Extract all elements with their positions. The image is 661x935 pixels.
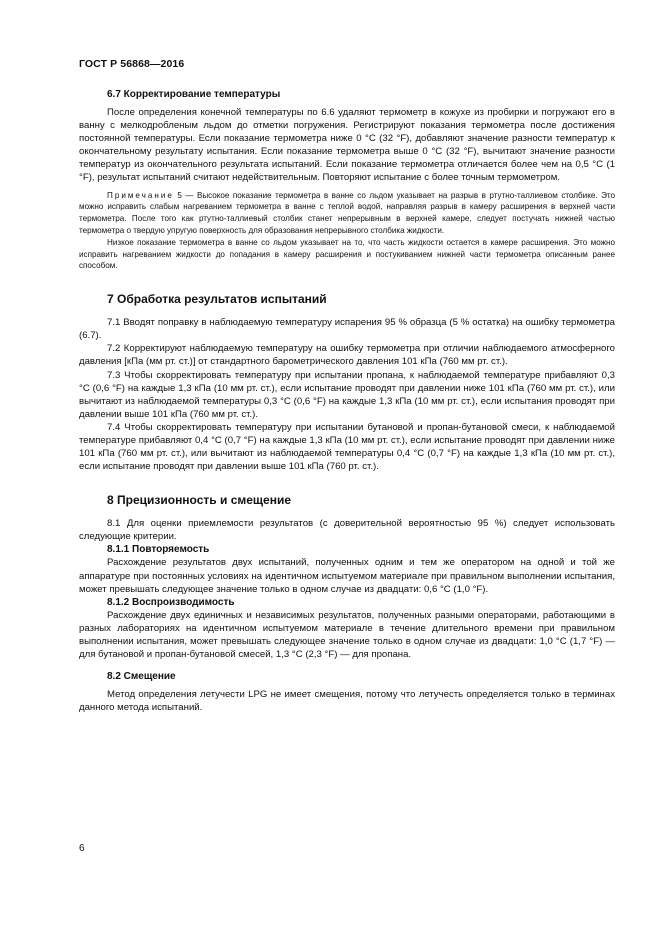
heading-8-1-1: 8.1.1 Повторяемость	[107, 544, 210, 556]
document-header: ГОСТ Р 56868—2016	[79, 58, 185, 70]
note-label: Примечание	[107, 190, 174, 200]
note-text: 5 — Высокое показание термометра в ванне со льдом указывает на разрыв в ртутно-таллиевом столбике. Это можно исправить слабым нагреванием термометра в ванне с теплой водой, направляя разрыв в камеру расширения в верхней части термометра. После того как ртутно-таллиевый столбик станет непрерывным в верхней камере, следует постучать нижней частью термометра о твердую упругую поверхность для образования непрерывного столбика жидкости.	[79, 190, 615, 235]
page-number: 6	[79, 843, 85, 854]
paragraph-8-1-2: Расхождение двух единичных и независимых результатов, полученных разными операторами, работающими в разных лабораториях на идентичном испытуемом материале в течение длительного времени при правильном выполнении испытания, может превышать следующее значение только в одном случае из двадцати: 1,0 °C (1,7 °F) — для бутановой и пропан-бутановой смесей, 1,3 °C (2,3 °F) — для пропана.	[79, 609, 615, 661]
paragraph-7-3: 7.3 Чтобы скорректировать температуру при испытании пропана, к наблюдаемой температуре прибавляют 0,3 °C (0,6 °F) на каждые 1,3 кПа (10 мм рт. ст.), если испытание проводят при давлении ниже 101 кПа (760 мм рт. ст.), или вычитают из наблюдаемой температуры 0,3 °C (0,6 °F) на каждые 1,3 кПа (10 мм рт. ст.), если испытания проводят при давлении выше 101 кПа (760 мм рт. ст.).	[79, 369, 615, 420]
paragraph-7-1: 7.1 Вводят поправку в наблюдаемую температуру испарения 95 % образца (5 % остатка) на ошибку термометра (6.7).	[79, 317, 615, 342]
paragraph-8-1-1: Расхождение результатов двух испытаний, полученных одним и тем же оператором на одной и той же аппаратуре при постоянных условиях на идентичном испытуемом материале при правильном выполнении испытания, может превышать следующее значение только в одном случае из двадцати: 0,6 °C (1,0 °F).	[79, 557, 615, 595]
heading-8-1-2: 8.1.2 Воспроизводимость	[107, 596, 235, 608]
paragraph-8-2: Метод определения летучести LPG не имеет смещения, потому что летучесть определяется только в терминах данного метода испытаний.	[79, 689, 615, 714]
paragraph-8-1: 8.1 Для оценки приемлемости результатов (с доверительной вероятностью 95 %) следует использовать следующие критерии.	[79, 518, 615, 543]
section-6-7-paragraph: После определения конечной температуры по 6.6 удаляют термометр в кожухе из пробирки и погружают его в ванну с мелкодробленым льдом до отметки погружения. Регистрируют показания термометра после достижения постоянной температуры. Если показание термометра ниже 0 °C (32 °F), добавляют значение разности температур к окончательному результату испытания. Если показание термометра выше 0 °C (32 °F), вычитают значение разности температур из окончательного результата испытаний. Если показание термометра отличается более чем на 0,5 °C (1 °F), результат испытаний считают недействительным. Повторяют испытание с более точным термометром.	[79, 107, 615, 184]
section-6-7-heading: 6.7 Корректирование температуры	[107, 89, 281, 100]
section-8-heading: 8 Прецизионность и смещение	[107, 493, 292, 508]
paragraph-7-2: 7.2 Корректируют наблюдаемую температуру на ошибку термометра при отличии наблюдаемого атмосферного давления [кПа (мм рт. ст.)] от стандартного барометрического давления 101 кПа (760 мм рт. ст.).	[79, 343, 615, 368]
paragraph-7-4: 7.4 Чтобы скорректировать температуру при испытании бутановой и пропан-бутановой смеси, к наблюдаемой температуре прибавляют 0,4 °C (0,7 °F) на каждые 1,3 кПа (10 мм рт. ст.), если испытание проводят при давлении ниже 101 кПа (760 мм рт. ст.), или вычитают из наблюдаемой температуры 0,4 °C (0,7 °F) на каждые 1,3 кПа (10 мм рт. ст.), если испытание проводят при давлении выше 101 кПа (760 рт. ст.).	[79, 421, 615, 473]
note-5-continuation: Низкое показание термометра в ванне со льдом указывает на то, что часть жидкости остается в камере расширения. Это можно исправить нагреванием жидкости до попадания в камеру расширения и постукиванием нижней части термометра описанным ранее способом.	[79, 237, 615, 271]
heading-8-2: 8.2 Смещение	[107, 671, 176, 683]
section-7-heading: 7 Обработка результатов испытаний	[107, 292, 327, 307]
note-5	[79, 190, 615, 237]
page-body	[79, 88, 615, 714]
